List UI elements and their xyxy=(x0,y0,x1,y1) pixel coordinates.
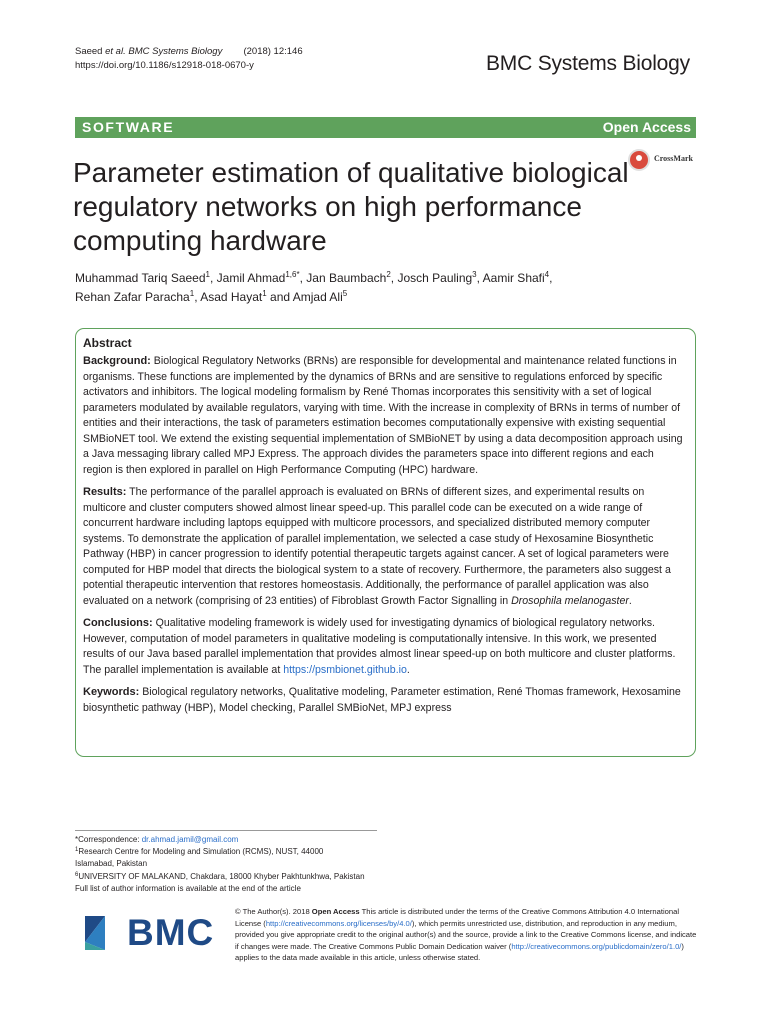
author: Amjad Ali$^5$ xyxy=(292,289,348,304)
article-type-banner xyxy=(75,117,696,138)
author: Jamil Ahmad$^{1,6*}$, xyxy=(216,270,307,285)
abstract-conclusions: Conclusions: Qualitative modeling framework is widely used for investigating dynamics of biological regulatory networks. However, computation of model parameters in qualitative modeling is computationally intensive. In this work, we presented results of our Java based parallel implementation that provides almost linear speed-up on both multicore and cluster platforms. The parallel implementation is available at https://psmbionet.github.io. xyxy=(83,617,676,676)
footnotes xyxy=(75,834,395,895)
github-link[interactable]: https://psmbionet.github.io xyxy=(283,663,407,676)
affiliation-1: $^1$Research Centre for Modeling and Simulation (RCMS), NUST, 44000 xyxy=(75,847,324,857)
full-author-info-note: Full list of author information is available at the end of the article xyxy=(75,883,301,893)
open-access-label: Open Access xyxy=(602,119,691,135)
public-domain-link[interactable]: http://creativecommons.org/publicdomain/zero/1.0/ xyxy=(511,941,682,951)
article-type-label: SOFTWARE xyxy=(82,119,175,135)
license-link[interactable]: http://creativecommons.org/licenses/by/4.0/ xyxy=(265,918,412,928)
author: Josch Pauling$^3$, xyxy=(397,270,483,285)
affiliation-1-cont: Islamabad, Pakistan xyxy=(75,859,148,869)
citation-volume: (2018) 12:146 xyxy=(222,46,303,57)
article-title: Parameter estimation of qualitative biological regulatory networks on high performance computing hardware xyxy=(73,157,629,256)
author: Muhammad Tariq Saeed$^1$, xyxy=(75,270,217,285)
author-list xyxy=(75,269,695,307)
citation-header xyxy=(75,45,303,73)
crossmark-label: CrossMark xyxy=(654,154,693,163)
journal-name: BMC Systems Biology xyxy=(486,52,690,75)
correspondence: *Correspondence: dr.ahmad.jamil@gmail.com xyxy=(75,835,239,844)
author: Asad Hayat$^1$ and xyxy=(200,289,293,304)
bmc-logo xyxy=(85,912,225,954)
abstract-heading: Abstract xyxy=(83,336,132,350)
author: Rehan Zafar Paracha$^1$, xyxy=(75,289,201,304)
abstract-box xyxy=(75,328,696,757)
author: Aamir Shafi$^4$, xyxy=(482,270,553,285)
affiliation-6: $^6$UNIVERSITY OF MALAKAND, Chakdara, 18000 Khyber Pakhtunkhwa, Pakistan xyxy=(75,871,365,881)
doi-link[interactable]: https://doi.org/10.1186/s12918-018-0670-y xyxy=(75,60,254,71)
correspondence-email-link[interactable]: dr.ahmad.jamil@gmail.com xyxy=(141,835,239,844)
abstract-background: Background: Biological Regulatory Networks (BRNs) are responsible for developmental and maintenance related functions in organisms. These functions are implemented by the dynamics of BRNs and are sensitive to regulations enforced by specific activators and inhibitors. The logical modeling formalism by René Thomas incorporates this sensitivity with a set of logical parameters modulated by available regulators, varying with time. With the increase in complexity of BRNs in terms of number of entities and their interactions, the task of parameters estimation becomes computationally expensive with existing sequential SMBioNET tool. We extend the existing sequential implementation of SMBioNET by using a data decomposition approach using a Java messaging library called MPJ Express. The approach divides the parameters space into different regions and each region is then explored in parallel on High Performance Computing (HPC) hardware. xyxy=(83,355,683,476)
bmc-logo-icon xyxy=(85,912,125,954)
citation-authors: Saeed xyxy=(75,46,106,57)
citation-journal: et al. BMC Systems Biology xyxy=(105,46,223,57)
abstract-results: Results: The performance of the parallel approach is evaluated on BRNs of different sizes, and experimental results on multicore and cluster computers showed almost linear speed-up. This parallel code can be executed on a wide range of concurrent hardware including laptops equipped with multicore processors, and specialized distributed memory computer systems. To demonstrate the application of parallel implementation, we selected a case study of Hexosamine Biosynthetic Pathway (HBP) in cancer progression to identify potential therapeutic targets against cancer. A set of logical parameters were computed for HBP model that directs the biological system to a state of recovery. Furthermore, the parameters also suggest a potential therapeutic intervention that restores homeostasis. Additionally, the performance of parallel application was also evaluated on a network (comprising of 23 entities) of Fibroblast Growth Factor Signalling in Drosophila melanogaster. xyxy=(83,486,671,607)
footnote-divider xyxy=(75,830,377,831)
license-statement: © The Author(s). 2018 Open Access This article is distributed under the terms of the Creative Commons Attribution 4.0 International License (http://creativecommons.org/licenses/by/4.0/), which permits unrestricted use, distribution, and reproduction in any medium, provided you give appropriate credit to the original author(s) and the source, provide a link to the Creative Commons license, and indicate if changes were made. The Creative Commons Public Domain Dedication waiver (http://creativecommons.org/publicdomain/zero/1.0/) applies to the data made available in this article, unless otherwise stated. xyxy=(235,907,697,963)
author: Jan Baumbach$^2$, xyxy=(306,270,398,285)
crossmark-badge[interactable] xyxy=(628,149,708,175)
bmc-logo-text: BMC xyxy=(127,912,215,953)
abstract-keywords: Keywords: Biological regulatory networks, Qualitative modeling, Parameter estimation, René Thomas framework, Hexosamine biosynthetic pathway (HBP), Model checking, Parallel SMBioNet, MPJ express xyxy=(83,686,681,714)
